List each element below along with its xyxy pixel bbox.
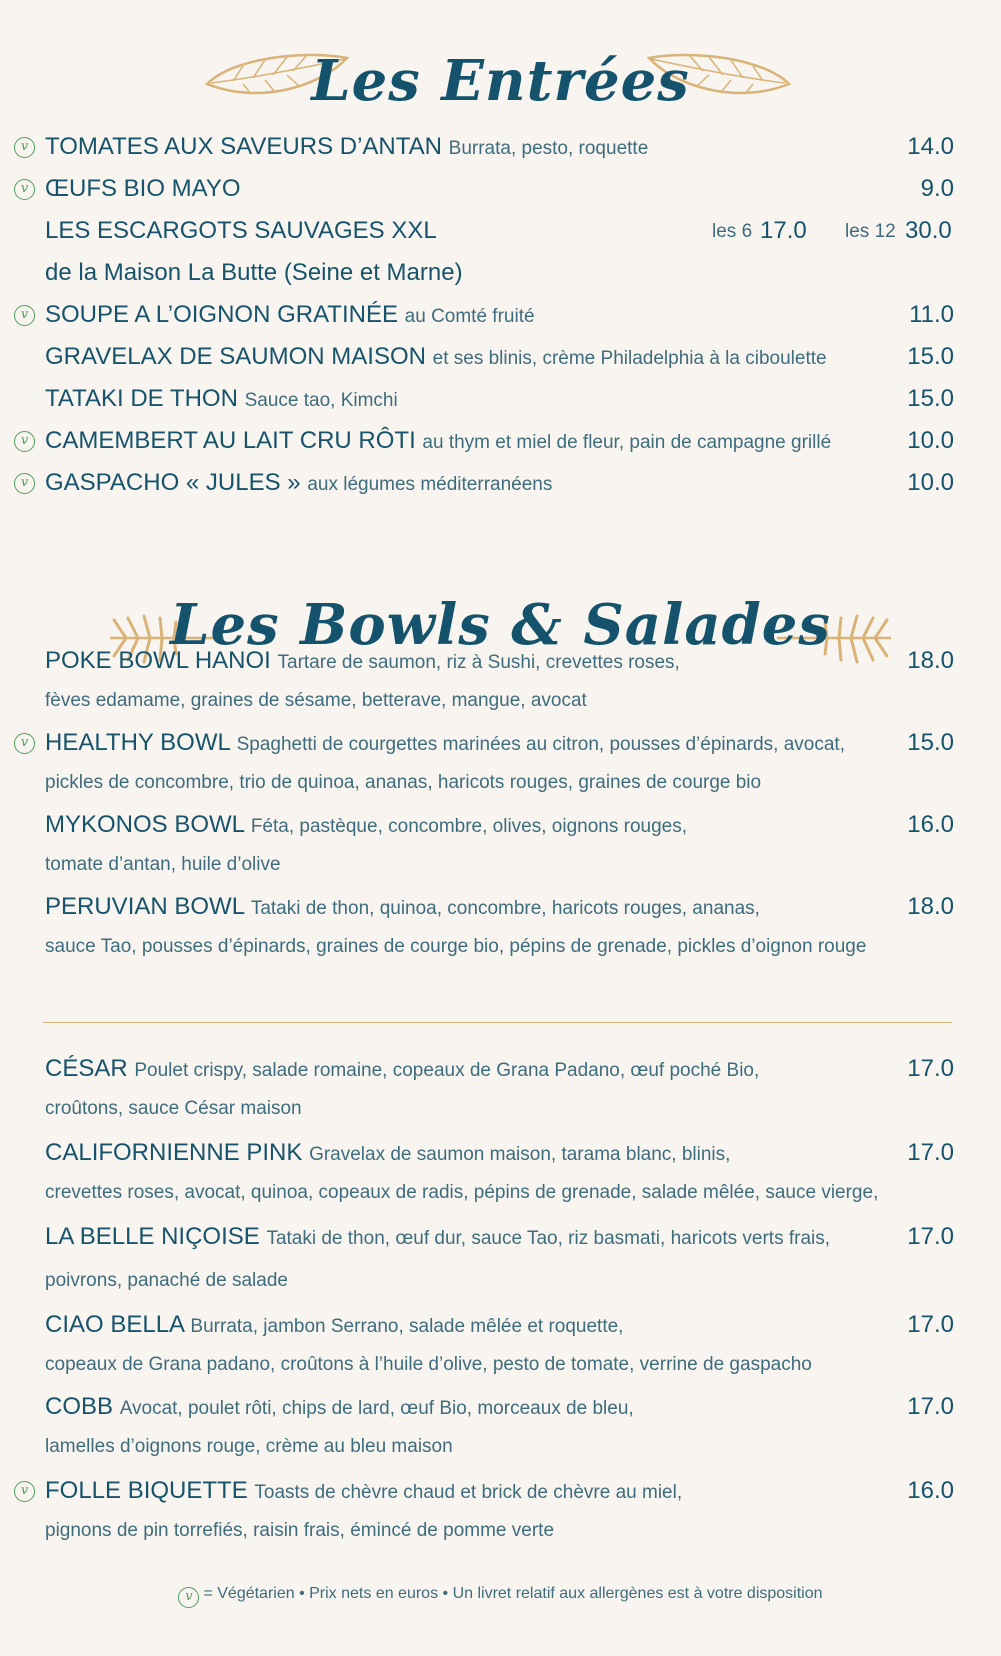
vegetarian-icon: v (14, 137, 35, 158)
menu-item (45, 300, 535, 332)
menu-item-name: LA BELLE NIÇOISE (45, 1223, 260, 1250)
menu-item (45, 342, 827, 374)
menu-item-name: POKE BOWL HANOI (45, 647, 271, 674)
menu-item-name: CÉSAR (45, 1055, 128, 1082)
menu-item-description: Gravelax de saumon maison, tarama blanc, blinis, (309, 1144, 731, 1165)
menu-item-description: et ses blinis, crème Philadelphia à la ciboulette (432, 348, 827, 369)
footer-note (0, 1585, 1001, 1606)
menu-item-name: ŒUFS BIO MAYO (45, 175, 241, 202)
vegetarian-icon: v (14, 179, 35, 200)
menu-item-description: Burrata, pesto, roquette (448, 138, 649, 159)
menu-item-price: 10.0 (907, 427, 954, 454)
menu-item-description: aux légumes méditerranéens (307, 474, 553, 495)
menu-item-name: GASPACHO « JULES » (45, 469, 301, 496)
menu-item-name: CALIFORNIENNE PINK (45, 1139, 303, 1166)
menu-item-price: 18.0 (907, 893, 954, 920)
menu-item (45, 646, 680, 678)
menu-item-name: PERUVIAN BOWL (45, 893, 245, 920)
menu-item-description-cont: sauce Tao, pousses d’épinards, graines de courge bio, pépins de grenade, pickles d’oignon rouge (45, 936, 867, 957)
menu-item (45, 728, 845, 760)
menu-item-name: GRAVELAX DE SAUMON MAISON (45, 343, 426, 370)
menu-item-name: LES ESCARGOTS SAUVAGES XXL (45, 217, 437, 244)
section-title-entrees: Les Entrées (311, 48, 690, 114)
menu-item-description: Tataki de thon, quinoa, concombre, haricots rouges, ananas, (250, 898, 760, 919)
menu-item (45, 216, 437, 246)
section-divider (43, 1022, 952, 1023)
menu-item-price: 15.0 (907, 385, 954, 412)
menu-item-description: Poulet crispy, salade romaine, copeaux de Grana Padano, œuf poché Bio, (134, 1060, 760, 1081)
menu-item (45, 810, 687, 842)
menu-item-name: CIAO BELLA (45, 1311, 184, 1338)
menu-item-price: 17.0 (907, 1393, 954, 1420)
vegetarian-icon: v (178, 1587, 199, 1608)
menu-item-price: 17.0 (907, 1223, 954, 1250)
menu-item (45, 892, 760, 924)
portion-label: les 6 (712, 221, 753, 242)
menu-item-price: 18.0 (907, 647, 954, 674)
portion-price: 17.0 (760, 217, 807, 244)
menu-item-description-cont: fèves edamame, graines de sésame, betterave, mangue, avocat (45, 690, 587, 711)
menu-item (45, 1310, 623, 1342)
vegetarian-icon: v (14, 431, 35, 452)
vegetarian-icon: v (14, 305, 35, 326)
menu-item-price: 17.0 (907, 1139, 954, 1166)
menu-item-price: 16.0 (907, 1477, 954, 1504)
menu-item-description-cont: crevettes roses, avocat, quinoa, copeaux de radis, pépins de grenade, salade mêlée, sauce vierge, (45, 1182, 879, 1203)
menu-item-name: MYKONOS BOWL (45, 811, 245, 838)
menu-item-description: au Comté fruité (404, 306, 535, 327)
menu-item-description: Tartare de saumon, riz à Sushi, crevettes roses, (277, 652, 680, 673)
menu-item-name: TOMATES AUX SAVEURS D’ANTAN (45, 133, 442, 160)
menu-item-name: SOUPE A L’OIGNON GRATINÉE (45, 301, 398, 328)
vegetarian-icon: v (14, 473, 35, 494)
menu-item (45, 426, 831, 458)
menu-item-price: 11.0 (909, 301, 954, 328)
menu-item-description: Sauce tao, Kimchi (244, 390, 398, 411)
menu-item-description-cont: poivrons, panaché de salade (45, 1270, 288, 1291)
menu-item-name: HEALTHY BOWL (45, 729, 230, 756)
portion-label: les 12 (845, 221, 896, 242)
menu-item-description: Spaghetti de courgettes marinées au citron, pousses d’épinards, avocat, (236, 734, 845, 755)
menu-item-description: au thym et miel de fleur, pain de campagne grillé (422, 432, 832, 453)
menu-item-description-cont: croûtons, sauce César maison (45, 1098, 302, 1119)
menu-item-price: 16.0 (907, 811, 954, 838)
menu-item (45, 1476, 682, 1508)
menu-item-price: 15.0 (907, 343, 954, 370)
menu-item-description-cont: lamelles d’oignons rouge, crème au bleu maison (45, 1436, 453, 1457)
menu-item-name: COBB (45, 1393, 114, 1420)
menu-item-description: Burrata, jambon Serrano, salade mêlée et roquette, (190, 1316, 624, 1337)
menu-item-name: TATAKI DE THON (45, 385, 238, 412)
menu-item-description-cont: pickles de concombre, trio de quinoa, ananas, haricots rouges, graines de courge bio (45, 772, 762, 793)
menu-item-price: 14.0 (907, 133, 954, 160)
menu-item-price: 15.0 (907, 729, 954, 756)
vegetarian-icon: v (14, 733, 35, 754)
menu-item-description: Féta, pastèque, concombre, olives, oignons rouges, (250, 816, 688, 837)
footer-text: = Végétarien • Prix nets en euros • Un livret relatif aux allergènes est à votre disposition (203, 1585, 823, 1602)
menu-item-description: Avocat, poulet rôti, chips de lard, œuf Bio, morceaux de bleu, (119, 1398, 634, 1419)
section-title-bowls-salades: Les Bowls & Salades (170, 592, 831, 658)
menu-item (45, 1222, 830, 1254)
menu-item (45, 384, 398, 416)
menu-item (45, 174, 241, 204)
menu-item-price: 9.0 (920, 175, 954, 202)
menu-item-description: Tataki de thon, œuf dur, sauce Tao, riz basmati, haricots verts frais, (266, 1228, 831, 1249)
menu-item-price: 17.0 (907, 1311, 954, 1338)
menu-item-price: 10.0 (907, 469, 954, 496)
menu-item-name: FOLLE BIQUETTE (45, 1477, 248, 1504)
menu-item-price: 17.0 (907, 1055, 954, 1082)
menu-item-name-cont: de la Maison La Butte (Seine et Marne) (45, 259, 463, 286)
vegetarian-icon: v (14, 1481, 35, 1502)
menu-item (45, 1054, 759, 1086)
menu-item-description: Toasts de chèvre chaud et brick de chèvre au miel, (254, 1482, 683, 1503)
menu-item-description-cont: pignons de pin torrefiés, raisin frais, émincé de pomme verte (45, 1520, 555, 1541)
portion-price: 30.0 (905, 217, 952, 244)
menu-item-name: CAMEMBERT AU LAIT CRU RÔTI (45, 427, 416, 454)
menu-item (45, 132, 648, 164)
menu-item-description-cont: tomate d’antan, huile d’olive (45, 854, 281, 875)
menu-item-description-cont: copeaux de Grana padano, croûtons à l’huile d’olive, pesto de tomate, verrine de gaspacho (45, 1354, 812, 1375)
menu-item (45, 468, 552, 500)
menu-item (45, 1392, 634, 1424)
menu-item (45, 1138, 730, 1170)
